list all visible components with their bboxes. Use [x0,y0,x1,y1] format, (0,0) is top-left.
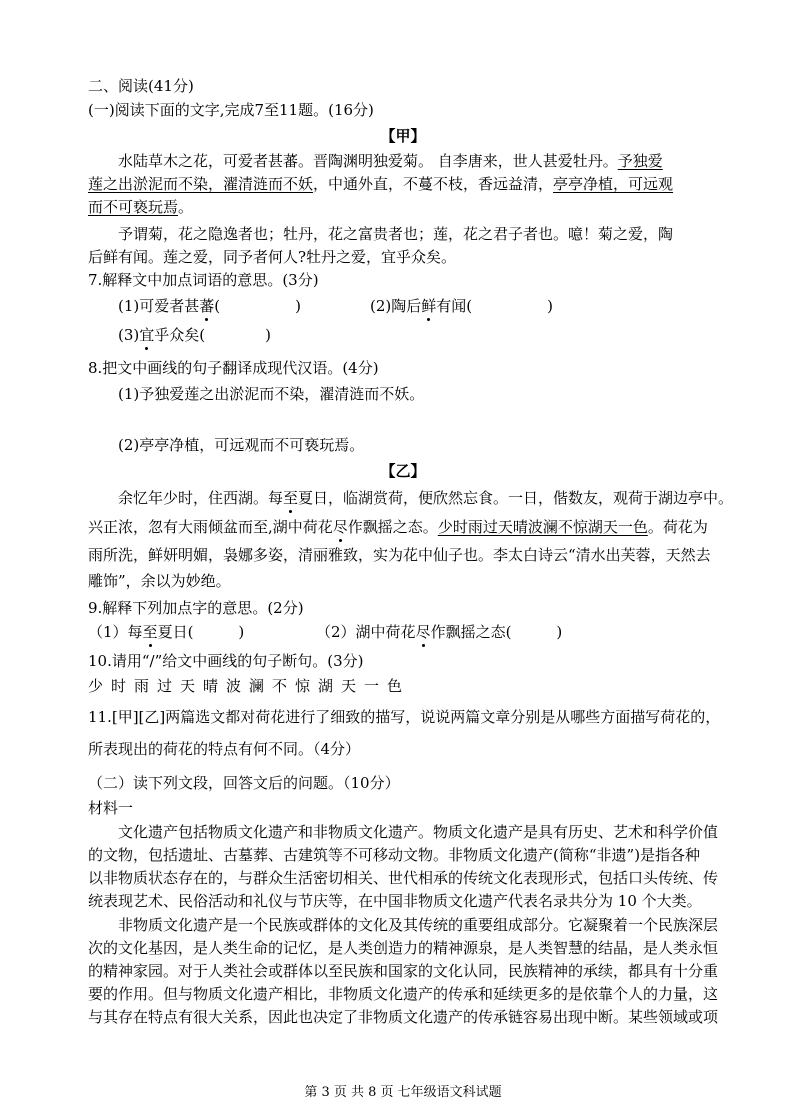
passage-yi-line: 雕饰”，余以为妙绝。 [88,572,231,590]
dotted-char: 尽 [415,623,431,641]
passage-jia-line: 予谓菊，花之隐逸者也；牡丹，花之富贵者也；莲，花之君子者也。噫！菊之爱，陶 [118,225,674,243]
question-8-sentence-1: (1)予独爱莲之出淤泥而不染，濯清涟而不妖。 [118,385,425,403]
question-8-sentence-2: (2)亭亭净植，可远观而不可亵玩焉。 [118,436,365,454]
material-paragraph-line: 非物质文化遗产是一个民族或群体的文化及其传统的重要组成部分。它凝聚着一个民族深层 [118,916,719,934]
part2-instruction: （二）读下列文段，回答文后的问题。（10分） [88,774,400,792]
question-9-item-1: （1）每至夏日( ) [88,623,245,641]
passage-yi-line: 余忆年少时，住西湖。每至夏日，临湖赏荷，便欣然忘食。一日，偕数友，观荷于湖边亭中。 [118,489,734,507]
passage-jia-line: 后鲜有闻。莲之爱，同予者何人?牡丹之爱，宜乎众矣。 [88,248,457,266]
passage-jia-line: 莲之出淤泥而不染，濯清涟而不妖，中通外直，不蔓不枝，香远益清，亭亭净植，可远观 [88,175,674,193]
question-9-stem: 9.解释下列加点字的意思。(2分) [88,599,304,617]
question-11-line: 所表现出的荷花的特点有何不同。（4分） [88,740,361,758]
passage-jia-line: 水陆草木之花，可爱者甚蕃。晋陶渊明独爱菊。 自李唐来，世人甚爱牡丹。予独爱 [118,152,663,170]
page-footer: 第 3 页 共 8 页 七年级语文科试题 [304,1085,502,1100]
dotted-char: 宜 [139,326,155,344]
underlined-sentence: 亭亭净植，可远观 [553,175,674,193]
question-7-item-3: (3)宜乎众矣( ) [118,326,271,344]
underlined-sentence: 予独爱 [617,152,663,170]
dotted-char: 蕃 [199,297,215,315]
passage-yi-line: 雨所洗，鲜妍明媚，袅娜多姿，清丽雅致，实为花中仙子也。李太白诗云“清水出芙蓉，天然去 [88,546,711,564]
passage-yi-line: 兴正浓，忽有大雨倾盆而至,湖中荷花尽作飘摇之态。少时雨过天晴波澜不惊湖天一色。荷花为 [88,518,708,536]
part1-instruction: (一)阅读下面的文字,完成7至11题。(16分) [88,101,374,119]
question-7-stem: 7.解释文中加点词语的意思。(3分) [88,271,319,289]
dotted-char: 至 [283,489,299,507]
material-paragraph-line: 要的作用。但与物质文化遗产相比，非物质文化遗产的传承和延续更多的是依靠个人的力量，这 [88,985,719,1003]
passage-jia-title: 【甲】 [380,127,426,145]
material-paragraph-line: 文化遗产包括物质文化遗产和非物质文化遗产。物质文化遗产是具有历史、艺术和科学价值 [118,823,719,841]
material-paragraph-line: 与其存在特点有很大关系，因此也决定了非物质文化遗产的传承链容易出现中断。某些领域或项 [88,1008,719,1026]
passage-yi-title: 【乙】 [380,462,426,480]
question-7-item-1: (1)可爱者甚蕃( ) [118,297,301,315]
material-paragraph-line: 的精神家园。对于人类社会或群体以至民族和国家的文化认同，民族精神的承续，都具有十分重 [88,962,719,980]
dotted-char: 鲜 [421,297,437,315]
material-paragraph-line: 统表现艺术、民俗活动和礼仪与节庆等，在中国非物质文化遗产代表名录共分为 10 个大类。 [88,892,702,910]
material-paragraph-line: 以非物质状态存在的，与群众生活密切相关、世代相承的传统文化表现形式，包括口头传统、传 [88,869,719,887]
dotted-char: 至 [142,623,158,641]
section-title: 二、阅读(41分) [88,77,194,95]
question-11-line: 11.[甲][乙]两篇选文都对荷花进行了细致的描写，说说两篇文章分别是从哪些方面描写荷花的， [88,708,721,726]
underlined-sentence: 少时雨过天晴波澜不惊湖天一色 [437,518,648,536]
question-10-stem: 10.请用“/”给文中画线的句子断句。(3分) [88,652,364,670]
underlined-sentence: 而不可亵玩焉 [88,198,179,216]
dotted-char: 尽 [332,518,348,536]
material-1-title: 材料一 [88,799,134,817]
underlined-sentence: 莲之出淤泥而不染，濯清涟而不妖 [88,175,314,193]
question-9-item-2: （2）湖中荷花尽作飘摇之态( ) [316,623,563,641]
question-8-stem: 8.把文中画线的句子翻译成现代汉语。(4分) [88,359,379,377]
material-paragraph-line: 次的文化基因，是人类生命的记忆，是人类创造力的精神源泉，是人类智慧的结晶，是人类永恒 [88,939,719,957]
question-7-item-2: (2)陶后鲜有闻( ) [370,297,553,315]
question-10-sentence: 少时雨过天晴波澜不惊湖天一色 [88,677,411,695]
passage-jia-line: 而不可亵玩焉。 [88,198,194,216]
material-paragraph-line: 的文物，包括遗址、古墓葬、古建筑等不可移动文物。非物质文化遗产(简称“非遗”)是指各种 [88,846,701,864]
